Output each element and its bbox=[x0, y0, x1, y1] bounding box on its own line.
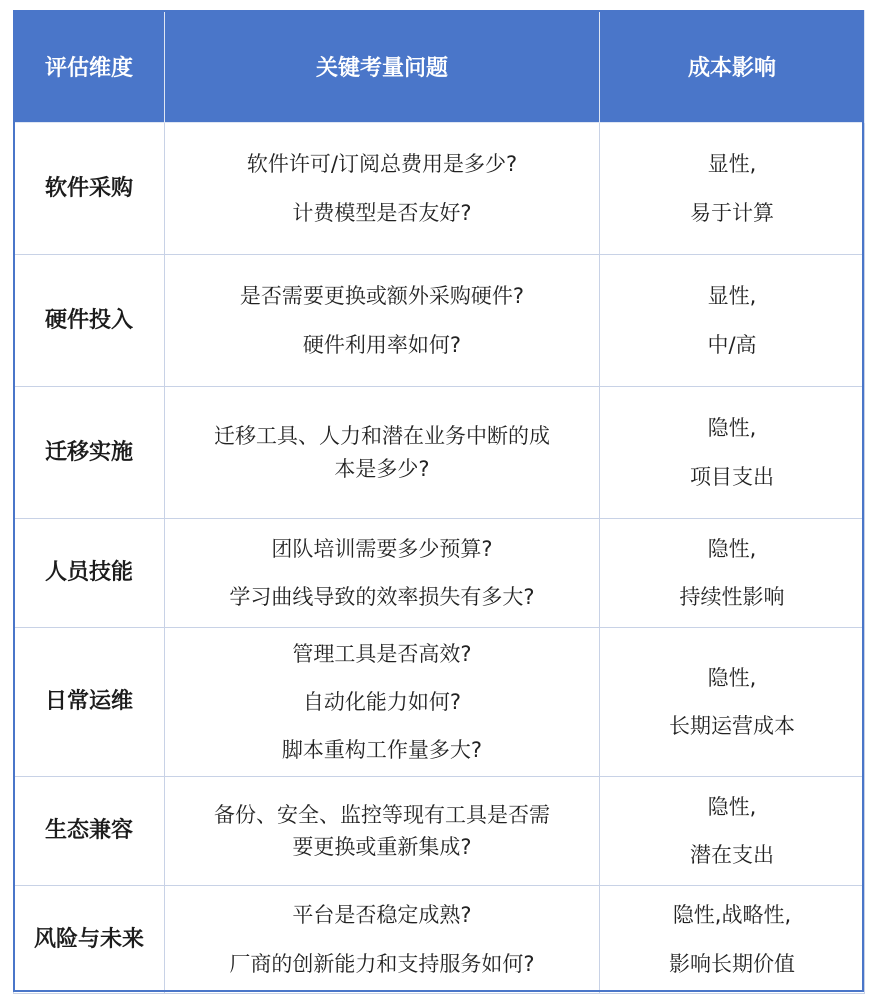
question-text: 团队培训需要多少预算? bbox=[271, 536, 493, 561]
table-row bbox=[14, 628, 865, 777]
dimension-cell: 风险与未来 bbox=[14, 886, 165, 994]
question-text: 迁移工具、人力和潜在业务中断的成 bbox=[214, 424, 550, 449]
impact-cell bbox=[600, 777, 865, 886]
questions-cell bbox=[165, 628, 600, 777]
question-text: 自动化能力如何? bbox=[302, 689, 462, 714]
dimension-cell: 硬件投入 bbox=[14, 255, 165, 387]
question-text: 厂商的创新能力和支持服务如何? bbox=[229, 951, 535, 976]
table-row bbox=[14, 123, 865, 255]
questions-cell bbox=[165, 777, 600, 886]
header-impact: 成本影响 bbox=[600, 11, 865, 123]
impact-text: 长期运营成本 bbox=[669, 714, 795, 738]
table-row bbox=[14, 777, 865, 886]
impact-cell bbox=[600, 628, 865, 777]
impact-cell bbox=[600, 255, 865, 387]
questions-cell bbox=[165, 519, 600, 628]
impact-text: 隐性,战略性, bbox=[672, 903, 792, 928]
question-text: 硬件利用率如何? bbox=[302, 332, 462, 357]
impact-text: 隐性, bbox=[707, 536, 757, 561]
questions-cell bbox=[165, 255, 600, 387]
impact-cell bbox=[600, 519, 865, 628]
table-row bbox=[14, 387, 865, 519]
table-row bbox=[14, 886, 865, 994]
impact-text: 项目支出 bbox=[690, 464, 774, 489]
question-text: 本是多少? bbox=[334, 456, 430, 481]
question-text: 软件许可/订阅总费用是多少? bbox=[246, 152, 518, 177]
impact-text: 显性, bbox=[707, 152, 757, 177]
question-text: 备份、安全、监控等现有工具是否需 bbox=[214, 802, 550, 827]
question-text: 计费模型是否友好? bbox=[292, 200, 472, 225]
dimension-cell: 生态兼容 bbox=[14, 777, 165, 886]
impact-text: 隐性, bbox=[707, 416, 757, 441]
impact-text: 易于计算 bbox=[690, 200, 774, 225]
impact-cell bbox=[600, 123, 865, 255]
dimension-cell: 日常运维 bbox=[14, 628, 165, 777]
questions-cell bbox=[165, 123, 600, 255]
dimension-cell: 软件采购 bbox=[14, 123, 165, 255]
header-dimension: 评估维度 bbox=[14, 11, 165, 123]
impact-text: 显性, bbox=[707, 284, 757, 309]
question-text: 管理工具是否高效? bbox=[292, 641, 472, 666]
impact-text: 隐性, bbox=[707, 665, 757, 690]
impact-text: 持续性影响 bbox=[679, 585, 785, 609]
table-row bbox=[14, 519, 865, 628]
questions-cell bbox=[165, 387, 600, 519]
question-text: 平台是否稳定成熟? bbox=[292, 903, 472, 928]
table-row bbox=[14, 255, 865, 387]
impact-text: 影响长期价值 bbox=[669, 951, 795, 976]
impact-cell bbox=[600, 886, 865, 994]
dimension-cell: 迁移实施 bbox=[14, 387, 165, 519]
question-text: 学习曲线导致的效率损失有多大? bbox=[229, 585, 535, 609]
impact-text: 潜在支出 bbox=[690, 843, 774, 867]
evaluation-table bbox=[13, 10, 865, 994]
dimension-cell: 人员技能 bbox=[14, 519, 165, 628]
questions-cell bbox=[165, 886, 600, 994]
question-text: 要更换或重新集成? bbox=[292, 835, 472, 859]
table-body bbox=[14, 123, 865, 994]
question-text: 是否需要更换或额外采购硬件? bbox=[239, 284, 525, 309]
impact-text: 隐性, bbox=[707, 794, 757, 819]
impact-cell bbox=[600, 387, 865, 519]
header-questions: 关键考量问题 bbox=[165, 11, 600, 123]
table-header bbox=[14, 11, 865, 123]
question-text: 脚本重构工作量多大? bbox=[281, 738, 483, 763]
impact-text: 中/高 bbox=[707, 332, 757, 357]
